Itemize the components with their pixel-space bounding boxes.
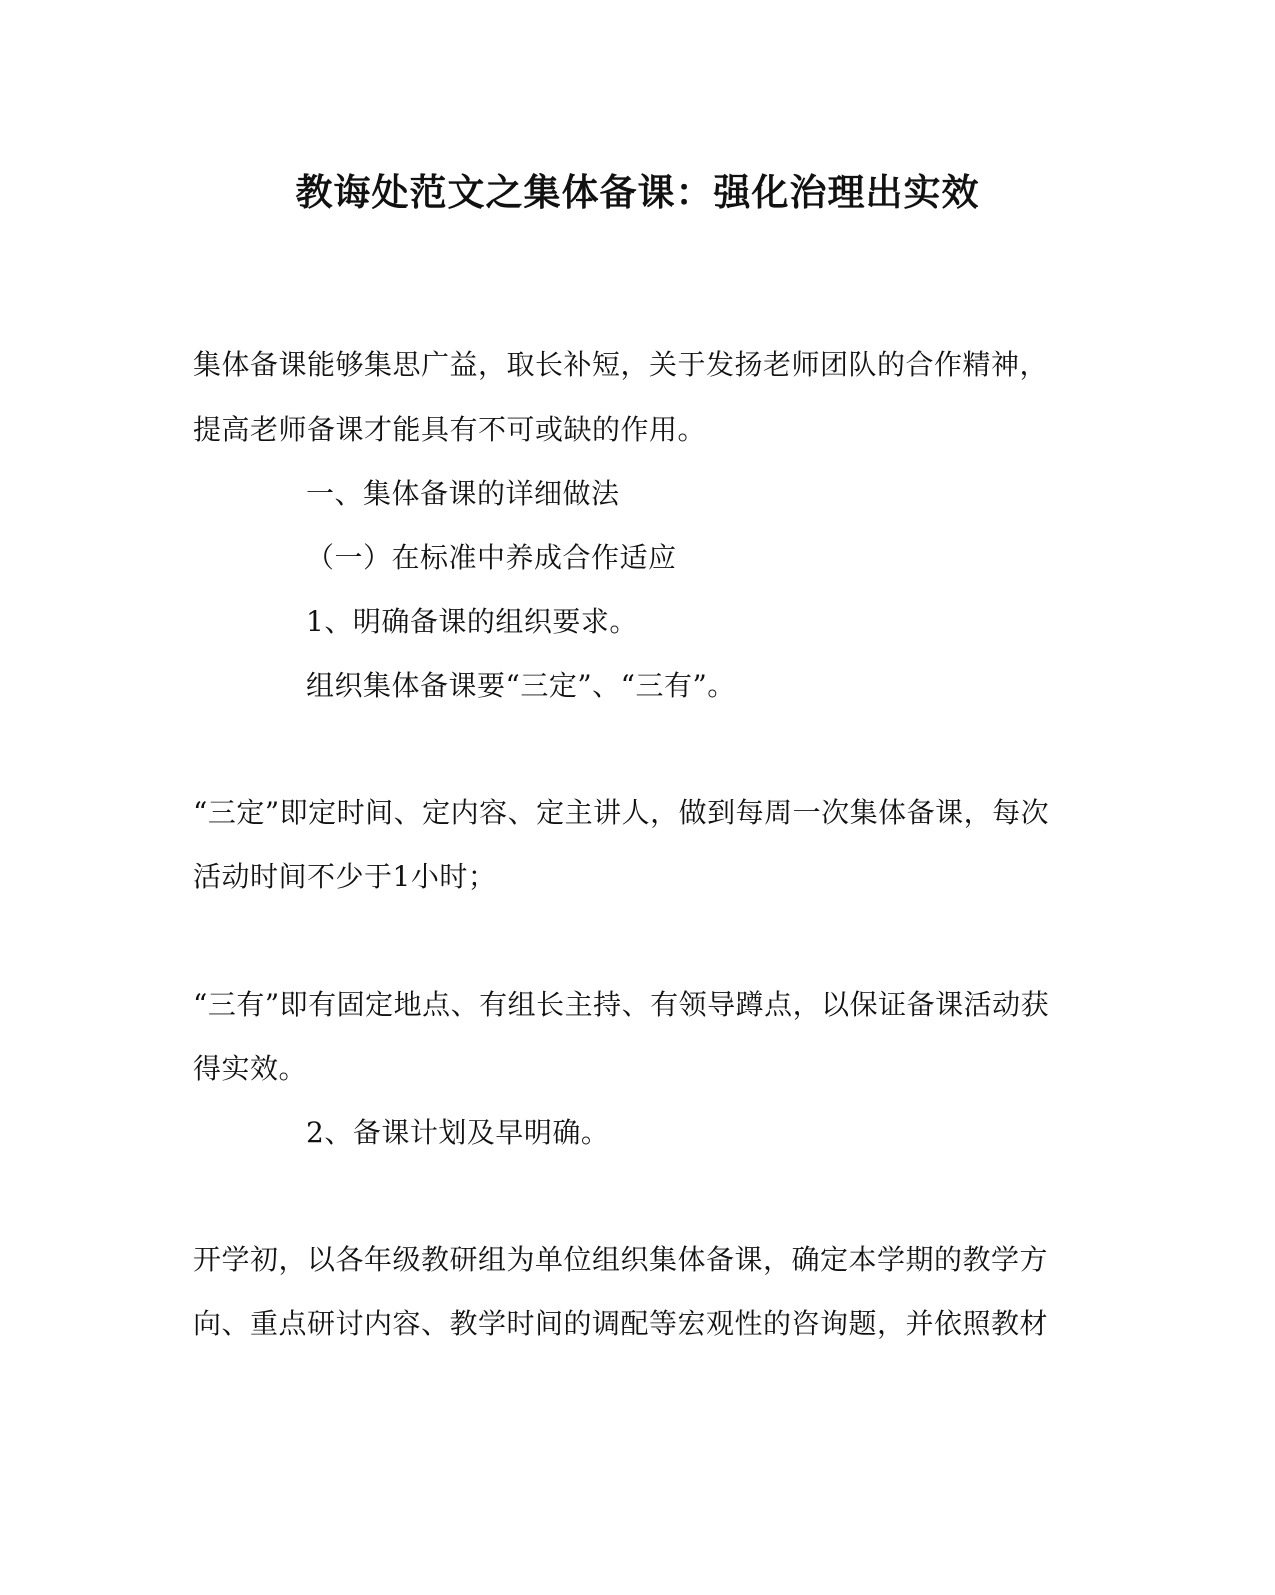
paragraph-line: 集体备课能够集思广益，取长补短，关于发扬老师团队的合作精神， xyxy=(193,348,1049,381)
document-title: 教诲处范文之集体备课：强化治理出实效 xyxy=(295,170,980,214)
paragraph-line: 向、重点研讨内容、教学时间的调配等宏观性的咨询题，并依照教材 xyxy=(193,1307,1049,1340)
paragraph-line: 开学初，以各年级教研组为单位组织集体备课，确定本学期的教学方 xyxy=(193,1243,1049,1276)
numbered-item: 1、明确备课的组织要求。 xyxy=(306,605,638,638)
paragraph-line: 提高老师备课才能具有不可或缺的作用。 xyxy=(193,413,707,446)
section-heading: 一、集体备课的详细做法 xyxy=(306,477,620,510)
paragraph-line: 活动时间不少于1小时； xyxy=(193,860,497,893)
paragraph-line: 得实效。 xyxy=(193,1052,308,1085)
subsection-heading: （一）在标准中养成合作适应 xyxy=(306,541,677,574)
paragraph-line: 组织集体备课要“三定”、“三有”。 xyxy=(306,669,736,702)
paragraph-line: “三有”即有固定地点、有组长主持、有领导蹲点，以保证备课活动获 xyxy=(193,988,1050,1021)
paragraph-line: “三定”即定时间、定内容、定主讲人，做到每周一次集体备课，每次 xyxy=(193,796,1050,829)
numbered-item: 2、备课计划及早明确。 xyxy=(306,1116,610,1149)
